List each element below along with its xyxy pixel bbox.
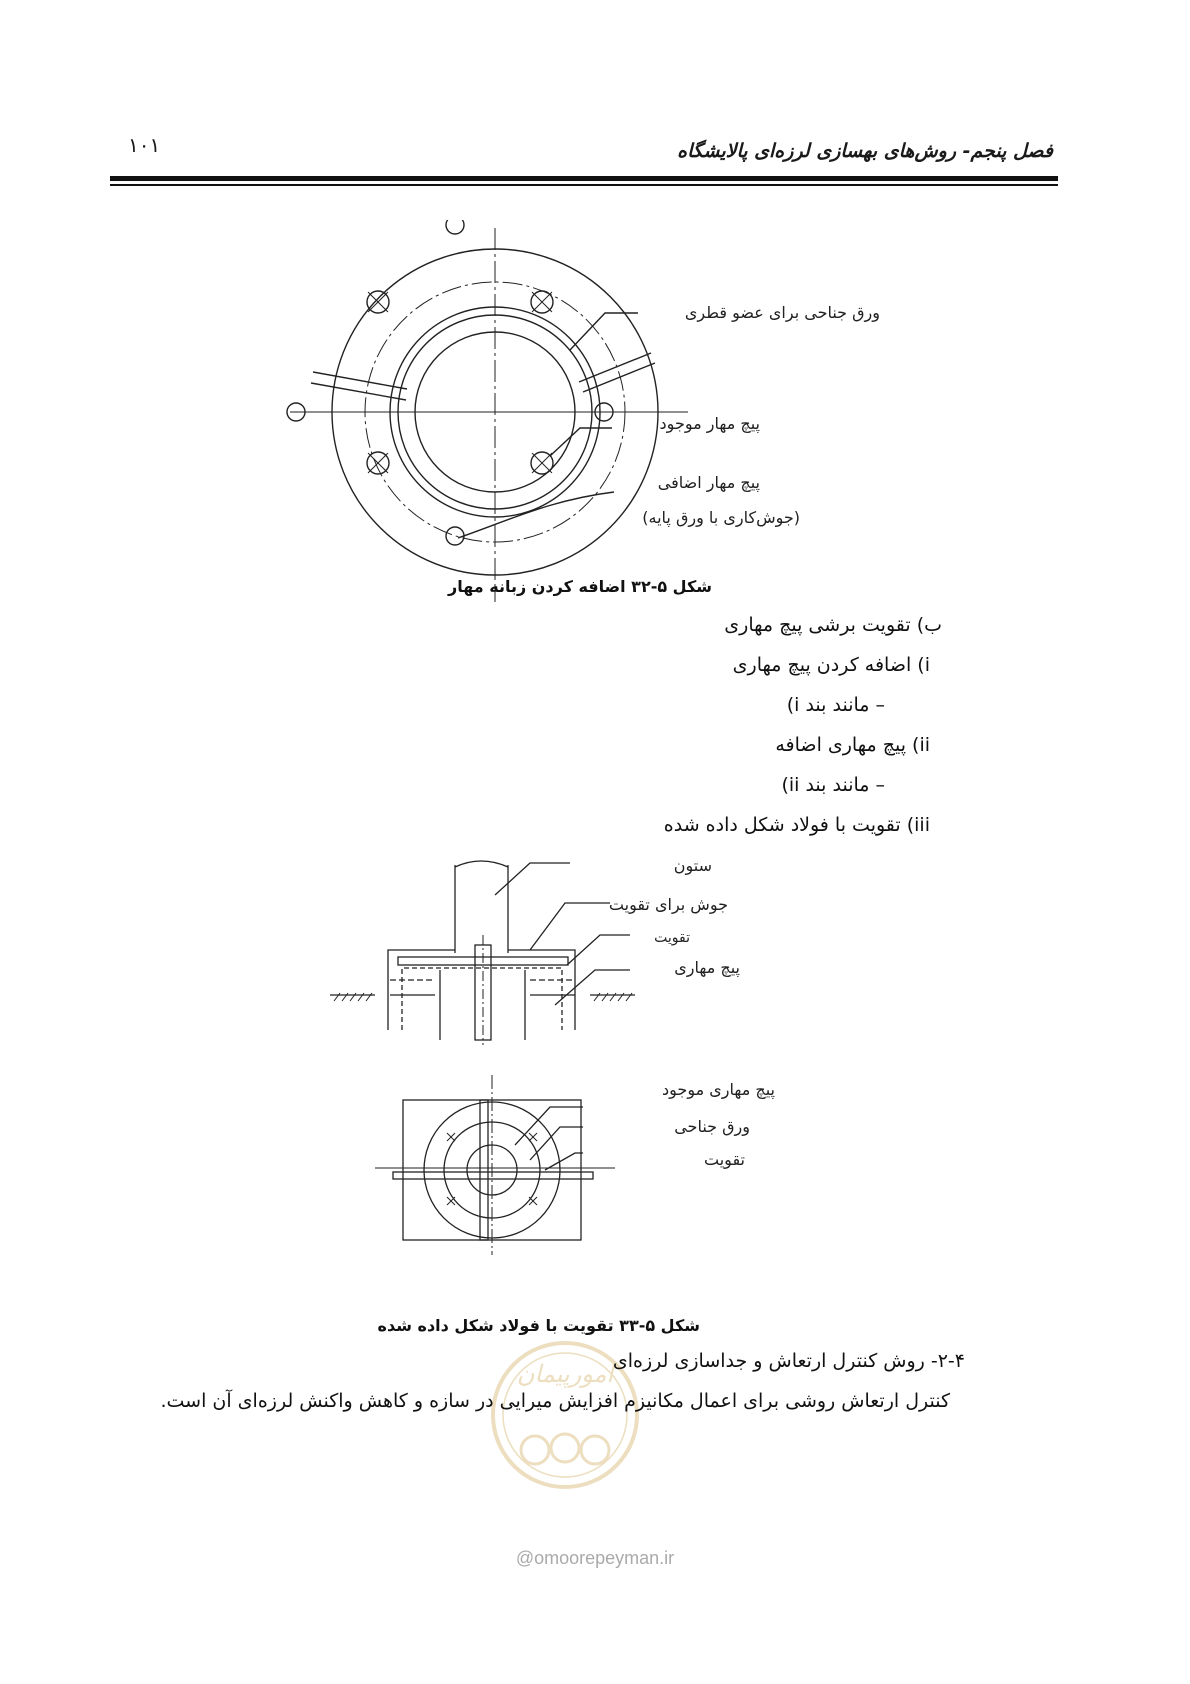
figure1-caption: شکل ۵-۳۲ اضافه کردن زبانه مهار — [448, 577, 712, 596]
existing-bolt-se — [531, 452, 553, 474]
existing-bolt-sw — [367, 452, 389, 474]
label-weld-note: (جوش‌کاری با ورق پایه) — [642, 508, 800, 527]
label-additional-anchor: پیچ مهار اضافی — [657, 473, 760, 492]
watermark-site: @omoorepeyman.ir — [515, 1548, 675, 1568]
existing-bolt-ne — [531, 291, 553, 313]
item-i: i) اضافه کردن پیچ مهاری — [732, 654, 930, 676]
item-ii-note: – مانند بند ii) — [781, 774, 885, 796]
watermark-site-text: omoorepeyman.ir — [534, 1548, 675, 1568]
label-reinforcement-weld: جوش برای تقویت — [608, 895, 728, 914]
header-rule-thick — [110, 176, 1058, 181]
section-b-heading: ب) تقویت برشی پیچ مهاری — [724, 614, 942, 636]
label-existing-anchor-bolt: پیچ مهاری موجود — [662, 1080, 775, 1099]
header-rule-thin — [110, 184, 1058, 186]
label-reinforcement-plan: تقویت — [704, 1150, 745, 1169]
label-column: ستون — [673, 856, 712, 875]
page-number: ۱۰۱ — [128, 133, 161, 157]
figure-anchor-lug-drawing — [280, 220, 700, 610]
label-wing-plate-diagonal: ورق جناحی برای عضو قطری — [684, 303, 880, 322]
item-i-note: – مانند بند i) — [786, 694, 885, 716]
item-iii: iii) تقویت با فولاد شکل داده شده — [663, 814, 930, 836]
figure-reinforcement-elevation — [330, 855, 670, 1050]
figure2-caption: شکل ۵-۳۳ تقویت با فولاد شکل داده شده — [377, 1316, 700, 1335]
figure-reinforcement-plan — [375, 1075, 645, 1255]
additional-bolt-bottom — [446, 527, 464, 545]
additional-bolt-top — [446, 220, 464, 234]
chapter-title: فصل پنجم- روش‌های بهسازی لرزه‌ای پالایشگاه — [677, 140, 1053, 162]
section-4-2-paragraph: کنترل ارتعاش روشی برای اعمال مکانیزم افزایش میرایی در سازه و کاهش واکنش لرزه‌ای آن است. — [160, 1390, 950, 1412]
label-wing-plate: ورق جناحی — [674, 1117, 750, 1136]
item-ii: ii) پیچ مهاری اضافه — [775, 734, 930, 756]
label-reinforcement: تقویت — [654, 930, 690, 946]
svg-text:امورپیمان: امورپیمان — [516, 1360, 614, 1388]
label-existing-anchor: پیچ مهار موجود — [659, 414, 760, 433]
existing-bolt-nw — [367, 291, 389, 313]
section-4-2-heading: ۲-۴- روش کنترل ارتعاش و جداسازی لرزه‌ای — [612, 1350, 965, 1372]
label-anchor-bolt: پیچ مهاری — [674, 958, 740, 977]
